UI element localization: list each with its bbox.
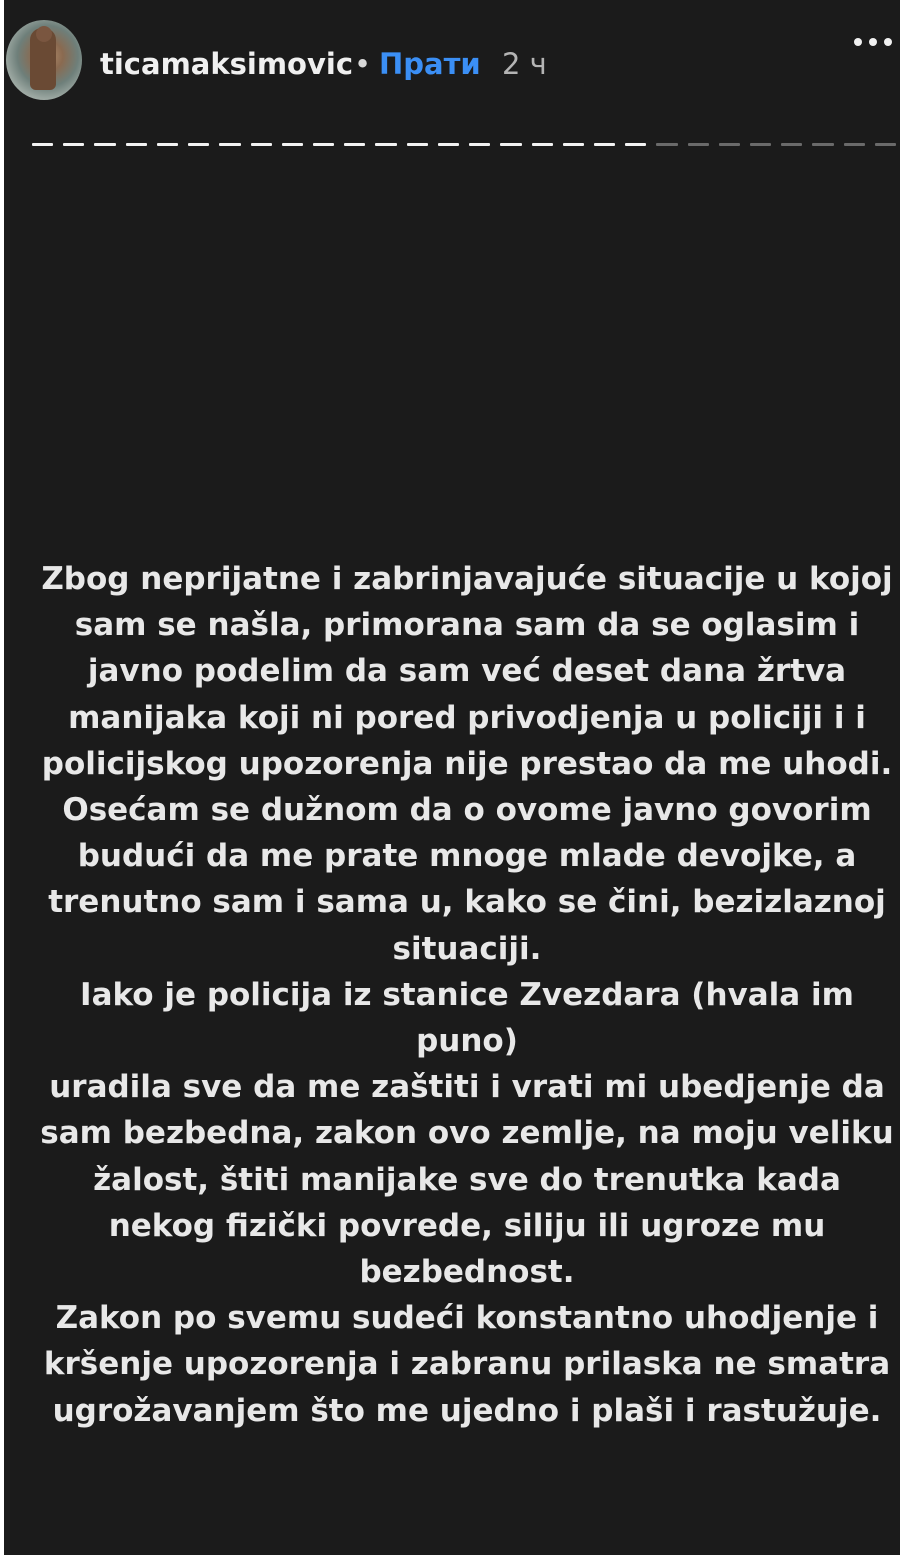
progress-segment <box>219 143 240 146</box>
dot-1 <box>854 38 862 46</box>
progress-segment <box>32 143 53 146</box>
story-text-line: ugrožavanjem što me ujedno i plaši i rastužuje. <box>52 1392 882 1429</box>
progress-segment <box>126 143 147 146</box>
story-text-line: javno podelim da sam već deset dana žrtva <box>87 653 847 690</box>
story-text-line: uradila sve da me zaštiti i vrati mi ubedjenje da <box>49 1069 885 1106</box>
follow-button[interactable]: Прати <box>379 47 481 81</box>
progress-segment <box>719 143 740 146</box>
progress-segment <box>750 143 771 146</box>
avatar-person-image <box>30 28 56 90</box>
story-text-line: sam se našla, primorana sam da se oglasim i <box>74 607 860 644</box>
progress-segment <box>282 143 303 146</box>
profile-avatar[interactable] <box>6 20 82 100</box>
story-text-line: manijaka koji ni pored privodjenja u policiji i i <box>68 699 866 736</box>
story-text-line: puno) <box>416 1023 518 1060</box>
dot-3 <box>884 38 892 46</box>
separator-dot: • <box>354 47 372 81</box>
progress-segment <box>875 143 896 146</box>
username-link[interactable]: ticamaksimovic <box>100 47 354 81</box>
progress-segment <box>157 143 178 146</box>
progress-segment <box>438 143 459 146</box>
story-viewer[interactable] <box>4 0 900 1555</box>
progress-segment <box>594 143 615 146</box>
story-text-line: kršenje upozorenja i zabranu prilaska ne smatra <box>43 1346 891 1383</box>
post-time: 2 ч <box>502 47 547 81</box>
story-text-line: žalost, štiti manijake sve do trenutka kada <box>93 1161 841 1198</box>
progress-segment <box>407 143 428 146</box>
progress-segment <box>500 143 521 146</box>
progress-segment <box>688 143 709 146</box>
story-text-line: policijskog upozorenja nije prestao da me uhodi. <box>41 745 893 782</box>
progress-segment <box>94 143 115 146</box>
story-text-line: Zakon po svemu sudeći konstantno uhodjenje i <box>55 1300 879 1337</box>
progress-segment <box>563 143 584 146</box>
story-text-line: Iako je policija iz stanice Zvezdara (hvala im <box>80 976 854 1013</box>
story-text-line: bezbednost. <box>359 1254 575 1291</box>
story-text-line: nekog fizički povrede, siliju ili ugroze mu <box>108 1207 826 1244</box>
story-header <box>4 0 900 130</box>
progress-segment <box>251 143 272 146</box>
story-text <box>34 556 900 1434</box>
more-dots-icon[interactable] <box>850 34 896 54</box>
progress-segment <box>188 143 209 146</box>
story-text-line: sam bezbedna, zakon ovo zemlje, na moju veliku <box>40 1115 894 1152</box>
story-text-line: Zbog neprijatne i zabrinjavajuće situacije u kojoj <box>41 561 893 597</box>
progress-segment <box>469 143 490 146</box>
progress-segment <box>656 143 677 146</box>
progress-segment <box>532 143 553 146</box>
progress-segment <box>625 143 646 146</box>
story-text-line: Osećam se dužnom da o ovome javno govorim <box>62 792 872 829</box>
dot-2 <box>869 38 877 46</box>
story-text-line: situaciji. <box>392 930 542 967</box>
progress-segment <box>313 143 334 146</box>
story-text-line: trenutno sam i sama u, kako se čini, bezizlaznoj <box>48 884 886 921</box>
progress-segment <box>844 143 865 146</box>
progress-segment <box>63 143 84 146</box>
progress-segment <box>812 143 833 146</box>
story-progress-bar <box>32 143 896 147</box>
progress-segment <box>375 143 396 146</box>
progress-segment <box>781 143 802 146</box>
progress-segment <box>344 143 365 146</box>
story-text-line: budući da me prate mnoge mlade devojke, a <box>77 838 857 875</box>
